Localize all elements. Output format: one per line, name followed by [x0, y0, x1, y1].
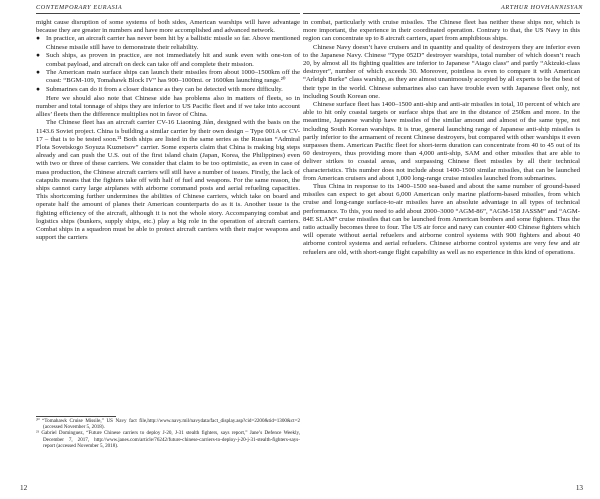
footnote-rule: [36, 416, 116, 417]
footnote-20: ²⁰ “Tomahawk Cruise Missile,” US Navy fact file,http://www.navy.mil/navydata/fact_display.asp?cid=2200&tid=1300&ct=2 (accessed November 5, 2018).: [36, 418, 300, 431]
header-rule-right: [303, 13, 580, 14]
footnotes: [36, 418, 300, 449]
bullet-text: Such ships, as proven in practice, are not immediately hit and sunk even with one-ton of combat payload, and aircraft on deck can take off and complete their mission.: [46, 52, 300, 68]
running-head-right: ARTHUR HOVHANNISYAN: [501, 4, 583, 11]
right-page-body: [303, 19, 580, 257]
footnote-21: ²¹ Gabriel Dominguez, “Future Chinese carriers to deploy J-20, J-31 stealth fighters, says report,” Jane’s Defence Weekly, December 7, 2017, http://www.janes.com/article/76242/future-chinese-carriers-to-deploy-j-20-j-31-stealth-fighters-says-report (accessed November 5, 2018).: [36, 430, 300, 449]
bullet-text: In practice, an aircraft carrier has never been hit by a ballistic missile so far. Above mentioned Chinese missile still have to demonstrate their reliability.: [46, 35, 300, 51]
right-page: [303, 0, 583, 499]
paragraph: Thus China in response to its 1400–1500 sea-based and about the same number of ground-based missiles can expect to get about 6,000 American only marine platform-based missiles, from which cruise and long-range surface-to-air missiles have an absolute advantage in all types of technical performance. To this, you need to add about 2000–3000 “AGM-86”, “AGM-158 JASSM” and “AGM-84E SLAM” cruise missiles that can be launched from American bombers and some fighters. Thus the ratio actually becomes three to four. The US air force and navy can counter 400 Chinese fighters which will operate without aerial refuelers and airborne control systems with 900 fighters and about 40 airborne control systems and aerial refuelers. Chinese airborne control systems are very few and air refuelers are old, with short-range flight capability as well as no experience in this kind of operations.: [303, 183, 580, 256]
bullet-item: [36, 52, 300, 68]
paragraph: The Chinese fleet has an aircraft carrier CV-16 Liaoning Jiàn, designed with the basis on the 1143.6 Soviet project. China is building a similar carrier by their own design – Type 001A or CV-17 – that is to be tested soon.²¹ Both ships are listed in the same series as the Russian “Admiral Flota Sovetskogo Soyuza Kuznetsov” carrier. Some experts claim that China is making big steps already and can push the U.S. out of the first island chain (Japan, Korea, the Philippines) even with two or three of these carriers. We consider that claim to be too optimistic, as even in case of mass production, the Chinese aircraft carriers will still have a number of issues. Firstly, the lack of catapults means that the fighters take off with half of fuel and weapons. For the same reason, the ships cannot carry large airplanes with airborne command posts and aerial refueling capacities. This shortcoming further undermines the abilities of Chinese carriers, which take on board and operate half the amount of planes their American counterparts do as it is. Another issue is the fighting efficiency of the aircraft, although it is not the whole story. Accompanying combat and logistics ships (bunkers, supply ships, etc.) play a big role in the operation of aircraft carriers. Combat ships in a squadron must be able to protect aircraft carriers with their major weapons and support the carriers: [36, 119, 300, 242]
bullet-icon: ●: [36, 86, 41, 94]
bullet-item: [36, 86, 300, 94]
paragraph: Chinese Navy doesn’t have cruisers and in quantity and quality of destroyers they are inferior even to the Japanese Navy. Chinese “Type 052D” destroyer warships, total number of which doesn’t reach 20, by almost all its fighting qualities are inferior to Japanese “Atago class” and partly “Akizuki-class destroyer”, number of which exceeds 30. Moreover, pointless is even to compare it with American “Arleigh Burke” class warship, as they are almost unanimously accepted by all experts to be the best of their type in the world. Chinese submarines also can have trouble even with Japanese fleet only, not including South Korean one.: [303, 43, 580, 100]
bullet-icon: ●: [36, 35, 41, 43]
page-number-right: 13: [575, 484, 583, 492]
bullet-icon: ●: [36, 69, 41, 77]
left-page-body: [36, 19, 300, 242]
left-page: [20, 0, 300, 499]
bullet-item: [36, 69, 300, 85]
paragraph: Chinese surface fleet has 1400–1500 anti-ship and anti-air missiles in total, 10 percent of which are able to hit only coastal targets or surface ships that are in the distance of 250km and more. In the meantime, Japanese warship have missiles of the similar amount and almost of the same type, not including South Korean warships. It is true, general launching range of Japanese anti-ship missiles is partly inferior to the armament of recent Chinese destroyers, but compared with other warships it even surpasses them. American Pacific fleet for short-term duration can concentrate from 40 to 45 out of its 60 destroyers, thus providing more than 4,000 anti-ship, SAM and other missiles that are able to deliver strikes to coastal areas, and surpassing Chinese fleet missiles by all their technical characteristics. This number does not include about 1400-1500 similar missiles, that can be launched from American cruisers and about 1,000 long-range cruise missiles launched from submarines.: [303, 101, 580, 182]
header-rule-left: [36, 13, 300, 14]
bullet-list: [36, 35, 300, 94]
bullet-icon: ●: [36, 52, 41, 60]
bullet-text: Submarines can do it from a closer distance as they can be detected with more difficulty.: [46, 86, 283, 94]
page-number-left: 12: [20, 484, 28, 492]
intro-text: might cause disruption of some systems of both sides, American warships will have advantage because they are greater in numbers and have more accomplished and advanced network.: [36, 19, 300, 35]
bullet-text: The American main surface ships can launch their missiles from about 1000–1500km off the coast: “BGM-109, Tomahawk Block IV” has 900–1000mi. or 1600km launching range.²⁰: [46, 69, 300, 85]
paragraph: in combat, particularly with cruise missiles. The Chinese fleet has neither these ships nor, which is more important, the experience in their coordinated operation. Contrary to that, the US Navy in this region can concentrate up to 8 aircraft carriers, apart from amphibious ships.: [303, 19, 580, 43]
running-head-left: CONTEMPORARY EURASIA: [36, 4, 123, 11]
paragraph: Here we should also note that Chinese side has problems also in matters of fleets, so in number and total tonnage of ships they are inferior to US Pacific fleet and if we take into account allies’ fleets then the difference multiplies not in favor of China.: [36, 94, 300, 119]
bullet-item: [36, 35, 300, 51]
